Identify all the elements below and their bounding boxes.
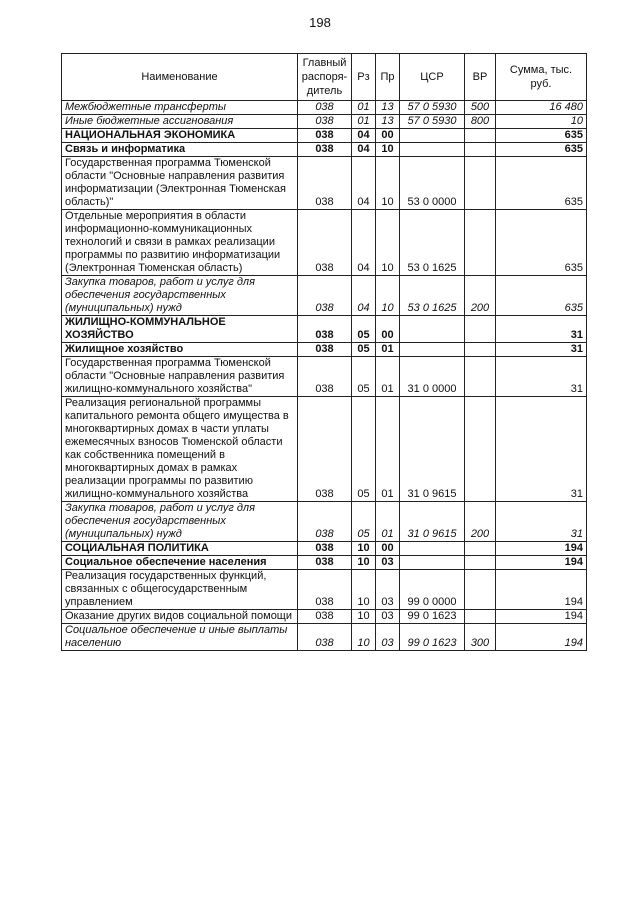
table-row bbox=[62, 316, 587, 343]
cell-name: НАЦИОНАЛЬНАЯ ЭКОНОМИКА bbox=[62, 129, 298, 143]
cell-sum: 635 bbox=[496, 276, 587, 316]
cell-pr: 00 bbox=[376, 542, 400, 556]
cell-rz: 01 bbox=[352, 115, 376, 129]
cell-sum: 635 bbox=[496, 157, 587, 210]
cell-admin: 038 bbox=[298, 343, 352, 357]
table-header-row bbox=[62, 54, 587, 101]
table-row bbox=[62, 610, 587, 624]
cell-admin: 038 bbox=[298, 610, 352, 624]
cell-csr: 99 0 1623 bbox=[400, 610, 465, 624]
cell-vr bbox=[465, 316, 496, 343]
cell-pr: 10 bbox=[376, 210, 400, 276]
cell-pr: 10 bbox=[376, 276, 400, 316]
cell-rz: 10 bbox=[352, 610, 376, 624]
cell-sum: 194 bbox=[496, 570, 587, 610]
cell-sum: 31 bbox=[496, 343, 587, 357]
cell-csr: 31 0 9615 bbox=[400, 397, 465, 502]
cell-sum: 16 480 bbox=[496, 101, 587, 115]
cell-admin: 038 bbox=[298, 276, 352, 316]
table-row bbox=[62, 129, 587, 143]
cell-rz: 05 bbox=[352, 343, 376, 357]
cell-name: Жилищное хозяйство bbox=[62, 343, 298, 357]
cell-rz: 10 bbox=[352, 624, 376, 651]
cell-admin: 038 bbox=[298, 143, 352, 157]
cell-name: Социальное обеспечение населения bbox=[62, 556, 298, 570]
cell-csr: 53 0 1625 bbox=[400, 210, 465, 276]
cell-admin: 038 bbox=[298, 624, 352, 651]
cell-pr: 03 bbox=[376, 610, 400, 624]
cell-admin: 038 bbox=[298, 357, 352, 397]
cell-vr: 200 bbox=[465, 276, 496, 316]
table-row bbox=[62, 357, 587, 397]
cell-vr bbox=[465, 397, 496, 502]
cell-vr: 500 bbox=[465, 101, 496, 115]
cell-csr: 31 0 0000 bbox=[400, 357, 465, 397]
cell-admin: 038 bbox=[298, 157, 352, 210]
cell-csr bbox=[400, 556, 465, 570]
cell-rz: 04 bbox=[352, 157, 376, 210]
cell-name: Социальное обеспечение и иные выплаты населению bbox=[62, 624, 298, 651]
cell-rz: 05 bbox=[352, 397, 376, 502]
cell-rz: 10 bbox=[352, 542, 376, 556]
cell-admin: 038 bbox=[298, 570, 352, 610]
header-name: Наименование bbox=[62, 54, 298, 101]
cell-csr: 57 0 5930 bbox=[400, 115, 465, 129]
cell-name: Отдельные мероприятия в области информационно-коммуникационных технологий и связи в рамках реализации программы по развитию информатизации (Электронная Тюменская область) bbox=[62, 210, 298, 276]
cell-admin: 038 bbox=[298, 542, 352, 556]
cell-rz: 10 bbox=[352, 570, 376, 610]
cell-vr: 300 bbox=[465, 624, 496, 651]
cell-vr: 200 bbox=[465, 502, 496, 542]
cell-pr: 00 bbox=[376, 316, 400, 343]
cell-sum: 635 bbox=[496, 210, 587, 276]
header-vr: ВР bbox=[465, 54, 496, 101]
cell-name: Иные бюджетные ассигнования bbox=[62, 115, 298, 129]
table-body bbox=[62, 101, 587, 651]
cell-rz: 05 bbox=[352, 502, 376, 542]
cell-pr: 03 bbox=[376, 556, 400, 570]
cell-rz: 04 bbox=[352, 143, 376, 157]
cell-sum: 194 bbox=[496, 624, 587, 651]
cell-name: ЖИЛИЩНО-КОММУНАЛЬНОЕ ХОЗЯЙСТВО bbox=[62, 316, 298, 343]
cell-vr bbox=[465, 210, 496, 276]
table-row bbox=[62, 397, 587, 502]
cell-admin: 038 bbox=[298, 316, 352, 343]
cell-admin: 038 bbox=[298, 397, 352, 502]
table-row bbox=[62, 624, 587, 651]
cell-pr: 03 bbox=[376, 570, 400, 610]
cell-sum: 31 bbox=[496, 357, 587, 397]
cell-vr bbox=[465, 343, 496, 357]
cell-csr: 99 0 1623 bbox=[400, 624, 465, 651]
table-row bbox=[62, 502, 587, 542]
cell-pr: 10 bbox=[376, 157, 400, 210]
header-admin: Главный распоря-дитель bbox=[298, 54, 352, 101]
table-row bbox=[62, 157, 587, 210]
cell-csr bbox=[400, 542, 465, 556]
cell-rz: 05 bbox=[352, 357, 376, 397]
cell-admin: 038 bbox=[298, 115, 352, 129]
cell-csr: 53 0 1625 bbox=[400, 276, 465, 316]
cell-name: Реализация государственных функций, связанных с общегосударственным управлением bbox=[62, 570, 298, 610]
cell-sum: 635 bbox=[496, 129, 587, 143]
cell-sum: 194 bbox=[496, 542, 587, 556]
cell-rz: 04 bbox=[352, 129, 376, 143]
table-row bbox=[62, 542, 587, 556]
cell-pr: 03 bbox=[376, 624, 400, 651]
cell-pr: 00 bbox=[376, 129, 400, 143]
cell-rz: 04 bbox=[352, 210, 376, 276]
table-row bbox=[62, 570, 587, 610]
header-csr: ЦСР bbox=[400, 54, 465, 101]
cell-vr bbox=[465, 357, 496, 397]
cell-vr bbox=[465, 570, 496, 610]
cell-sum: 31 bbox=[496, 502, 587, 542]
cell-admin: 038 bbox=[298, 210, 352, 276]
cell-pr: 01 bbox=[376, 397, 400, 502]
cell-csr bbox=[400, 316, 465, 343]
cell-sum: 194 bbox=[496, 610, 587, 624]
cell-pr: 13 bbox=[376, 101, 400, 115]
cell-pr: 10 bbox=[376, 143, 400, 157]
cell-sum: 10 bbox=[496, 115, 587, 129]
table-row bbox=[62, 210, 587, 276]
cell-name: Межбюджетные трансферты bbox=[62, 101, 298, 115]
cell-name: Государственная программа Тюменской области "Основные направления развития жилищно-коммунального хозяйства" bbox=[62, 357, 298, 397]
cell-vr bbox=[465, 610, 496, 624]
cell-name: Оказание других видов социальной помощи bbox=[62, 610, 298, 624]
table-row bbox=[62, 143, 587, 157]
cell-sum: 31 bbox=[496, 316, 587, 343]
header-rz: Рз bbox=[352, 54, 376, 101]
header-sum: Сумма, тыс. руб. bbox=[496, 54, 587, 101]
cell-csr bbox=[400, 129, 465, 143]
cell-rz: 10 bbox=[352, 556, 376, 570]
cell-admin: 038 bbox=[298, 556, 352, 570]
cell-vr bbox=[465, 129, 496, 143]
cell-rz: 05 bbox=[352, 316, 376, 343]
cell-pr: 01 bbox=[376, 357, 400, 397]
cell-csr: 31 0 9615 bbox=[400, 502, 465, 542]
cell-admin: 038 bbox=[298, 502, 352, 542]
cell-csr: 53 0 0000 bbox=[400, 157, 465, 210]
cell-pr: 13 bbox=[376, 115, 400, 129]
cell-name: Реализация региональной программы капитального ремонта общего имущества в многоквартирных домах в части уплаты ежемесячных взносов Тюменской области как собственника помещений в многоквартирных домах в рамках реализации программы по развитию жилищно-коммунального хозяйства bbox=[62, 397, 298, 502]
table-row bbox=[62, 343, 587, 357]
cell-sum: 194 bbox=[496, 556, 587, 570]
table-row bbox=[62, 556, 587, 570]
cell-admin: 038 bbox=[298, 129, 352, 143]
cell-sum: 635 bbox=[496, 143, 587, 157]
cell-rz: 04 bbox=[352, 276, 376, 316]
cell-name: СОЦИАЛЬНАЯ ПОЛИТИКА bbox=[62, 542, 298, 556]
cell-vr: 800 bbox=[465, 115, 496, 129]
cell-csr: 57 0 5930 bbox=[400, 101, 465, 115]
header-pr: Пр bbox=[376, 54, 400, 101]
cell-name: Связь и информатика bbox=[62, 143, 298, 157]
cell-rz: 01 bbox=[352, 101, 376, 115]
table-row bbox=[62, 276, 587, 316]
cell-name: Государственная программа Тюменской области "Основные направления развития информатизации (Электронная Тюменская область)" bbox=[62, 157, 298, 210]
cell-vr bbox=[465, 143, 496, 157]
cell-pr: 01 bbox=[376, 343, 400, 357]
cell-name: Закупка товаров, работ и услуг для обеспечения государственных (муниципальных) нужд bbox=[62, 276, 298, 316]
table-row bbox=[62, 115, 587, 129]
page-number: 198 bbox=[309, 15, 331, 30]
cell-csr bbox=[400, 143, 465, 157]
cell-sum: 31 bbox=[496, 397, 587, 502]
cell-admin: 038 bbox=[298, 101, 352, 115]
cell-csr: 99 0 0000 bbox=[400, 570, 465, 610]
cell-vr bbox=[465, 157, 496, 210]
cell-pr: 01 bbox=[376, 502, 400, 542]
table-row bbox=[62, 101, 587, 115]
cell-csr bbox=[400, 343, 465, 357]
cell-vr bbox=[465, 556, 496, 570]
budget-table bbox=[61, 53, 587, 651]
cell-vr bbox=[465, 542, 496, 556]
cell-name: Закупка товаров, работ и услуг для обеспечения государственных (муниципальных) нужд bbox=[62, 502, 298, 542]
